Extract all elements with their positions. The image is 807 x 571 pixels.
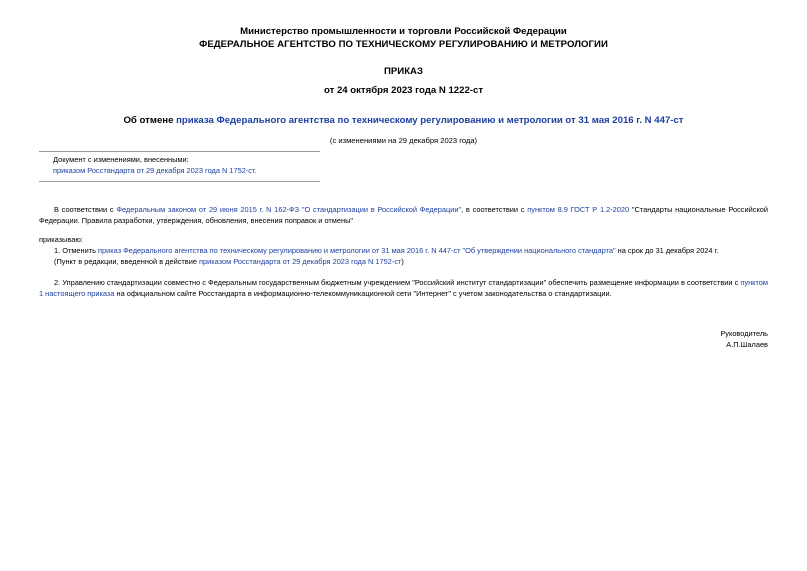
- document-type: ПРИКАЗ: [384, 66, 423, 77]
- amendments-link[interactable]: приказом Росстандарта от 29 декабря 2023 года N 1752-ст.: [53, 165, 257, 175]
- ministry-name: Министерство промышленности и торговли Российской Федерации: [240, 26, 567, 37]
- item-2-link[interactable]: пунктом 1 настоящего приказа: [39, 278, 768, 298]
- preamble-paragraph: [39, 204, 768, 226]
- gost-link[interactable]: пунктом 8.9 ГОСТ Р 1.2-2020: [527, 205, 630, 214]
- item-1-text-1: 1. Отменить: [54, 246, 99, 255]
- document-subject: [0, 115, 807, 126]
- divider-top: [39, 151, 320, 152]
- order-word: приказываю:: [39, 235, 83, 244]
- subject-link[interactable]: приказа Федерального агентства по техническому регулированию и метрологии от 31 мая 2016 г. N 447-ст: [176, 115, 684, 126]
- item-1-link[interactable]: приказ Федерального агентства по техническому регулированию и метрологии от 31 мая 2016 г. N 447-ст "Об утверждении национального стандарта": [98, 246, 616, 255]
- item-1-note: [54, 257, 404, 266]
- agency-name: ФЕДЕРАЛЬНОЕ АГЕНТСТВО ПО ТЕХНИЧЕСКОМУ РЕГУЛИРОВАНИЮ И МЕТРОЛОГИИ: [199, 39, 608, 50]
- preamble-text-3: "Стандарты национальные Российской Федерации. Правила разработки, утверждения, обновления, внесения поправок и отмены": [39, 205, 769, 225]
- preamble-text-1: В соответствии с: [54, 205, 117, 214]
- item-1-note-text-1: (Пункт в редакции, введенной в действие: [54, 257, 200, 266]
- item-2-text-2: на официальном сайте Росстандарта в информационно-телекоммуникационной сети "Интернет" с учетом законодательства о стандартизации.: [114, 289, 612, 298]
- item-1: [54, 246, 718, 255]
- item-1-note-text-2: ): [401, 257, 404, 266]
- item-2: [39, 277, 768, 299]
- item-1-text-2: на срок до 31 декабря 2024 г.: [615, 246, 719, 255]
- document-date-number: от 24 октября 2023 года N 1222-ст: [323, 85, 484, 96]
- amendments-box: [53, 155, 257, 176]
- subject-prefix: Об отмене: [123, 115, 177, 126]
- item-2-text-1: 2. Управлению стандартизации совместно с Федеральным государственным бюджетным учреждением "Российский институт стандартизации" обеспечить размещение информации в соответствии с: [54, 278, 741, 287]
- signature-block: [720, 328, 768, 350]
- item-1-note-link[interactable]: приказом Росстандарта от 29 декабря 2023 года N 1752-ст: [199, 257, 402, 266]
- federal-law-link[interactable]: Федеральным законом от 29 июня 2015 г. N 162-ФЗ "О стандартизации в Российской Федерации": [116, 205, 462, 214]
- divider-bottom: [39, 181, 320, 182]
- signer-name: А.П.Шалаев: [726, 340, 768, 349]
- signer-title: Руководитель: [720, 329, 768, 338]
- preamble-text-2: , в соответствии с: [461, 205, 528, 214]
- amendments-label: Документ с изменениями, внесенными:: [53, 155, 189, 164]
- changes-note: (с изменениями на 29 декабря 2023 года): [329, 136, 478, 145]
